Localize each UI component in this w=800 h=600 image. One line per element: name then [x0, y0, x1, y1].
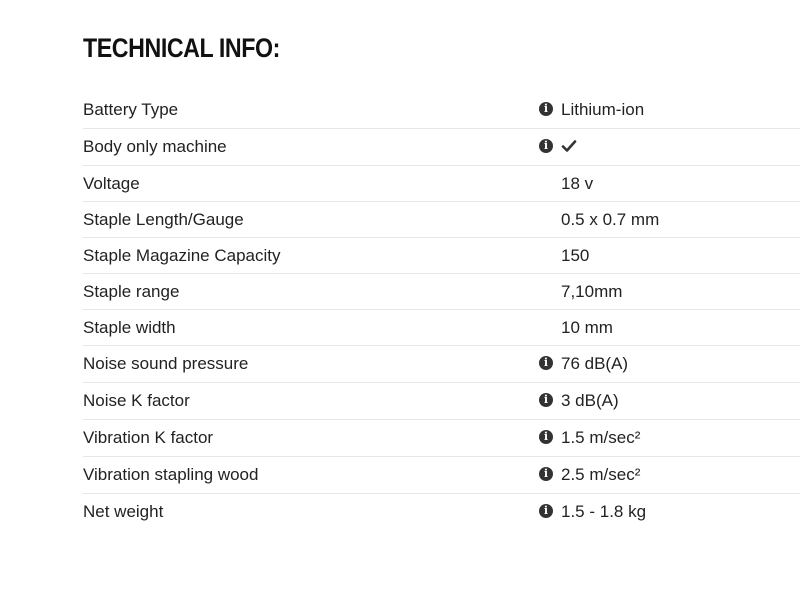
spec-row-noise-k-factor — [83, 383, 800, 420]
spec-value: 3 dB(A) — [561, 391, 619, 410]
spec-value: 18 v — [561, 174, 594, 193]
spec-label: Voltage — [83, 174, 140, 193]
spec-label: Vibration K factor — [83, 428, 214, 447]
spec-row-staple-length-gauge — [83, 202, 800, 238]
info-icon[interactable]: i — [539, 504, 553, 518]
spec-value: Lithium-ion — [561, 100, 645, 119]
check-icon — [561, 138, 577, 154]
spec-label: Staple range — [83, 282, 180, 301]
spec-row-staple-magazine-capacity — [83, 238, 800, 274]
info-icon[interactable]: i — [539, 430, 553, 444]
spec-row-staple-range — [83, 274, 800, 310]
spec-value: 10 mm — [561, 318, 613, 337]
spec-label: Noise K factor — [83, 391, 190, 410]
spec-value: 1.5 - 1.8 kg — [561, 502, 647, 521]
spec-label: Net weight — [83, 502, 164, 521]
spec-table — [83, 92, 800, 531]
spec-label: Battery Type — [83, 100, 179, 119]
spec-row-noise-sound-pressure — [83, 346, 800, 383]
spec-label: Staple Length/Gauge — [83, 210, 244, 229]
spec-value: 76 dB(A) — [561, 354, 629, 373]
spec-value: 150 — [561, 246, 590, 265]
spec-row-body-only-machine — [83, 129, 800, 166]
info-icon[interactable]: i — [539, 393, 553, 407]
spec-label: Noise sound pressure — [83, 354, 249, 373]
info-icon[interactable]: i — [539, 102, 553, 116]
info-icon[interactable]: i — [539, 467, 553, 481]
spec-value: 7,10mm — [561, 282, 623, 301]
spec-row-battery-type — [83, 92, 800, 129]
spec-row-voltage — [83, 166, 800, 202]
info-icon[interactable]: i — [539, 356, 553, 370]
spec-value: 0.5 x 0.7 mm — [561, 210, 660, 229]
spec-row-vibration-stapling-wood — [83, 457, 800, 494]
spec-label: Staple Magazine Capacity — [83, 246, 281, 265]
spec-value: 1.5 m/sec² — [561, 428, 641, 447]
page-title: TECHNICAL INFO: — [83, 33, 280, 63]
spec-row-vibration-k-factor — [83, 420, 800, 457]
spec-label: Body only machine — [83, 137, 227, 156]
spec-label: Vibration stapling wood — [83, 465, 259, 484]
spec-row-staple-width — [83, 310, 800, 346]
info-icon[interactable]: i — [539, 139, 553, 153]
spec-row-net-weight — [83, 494, 800, 531]
spec-label: Staple width — [83, 318, 176, 337]
spec-value: 2.5 m/sec² — [561, 465, 641, 484]
